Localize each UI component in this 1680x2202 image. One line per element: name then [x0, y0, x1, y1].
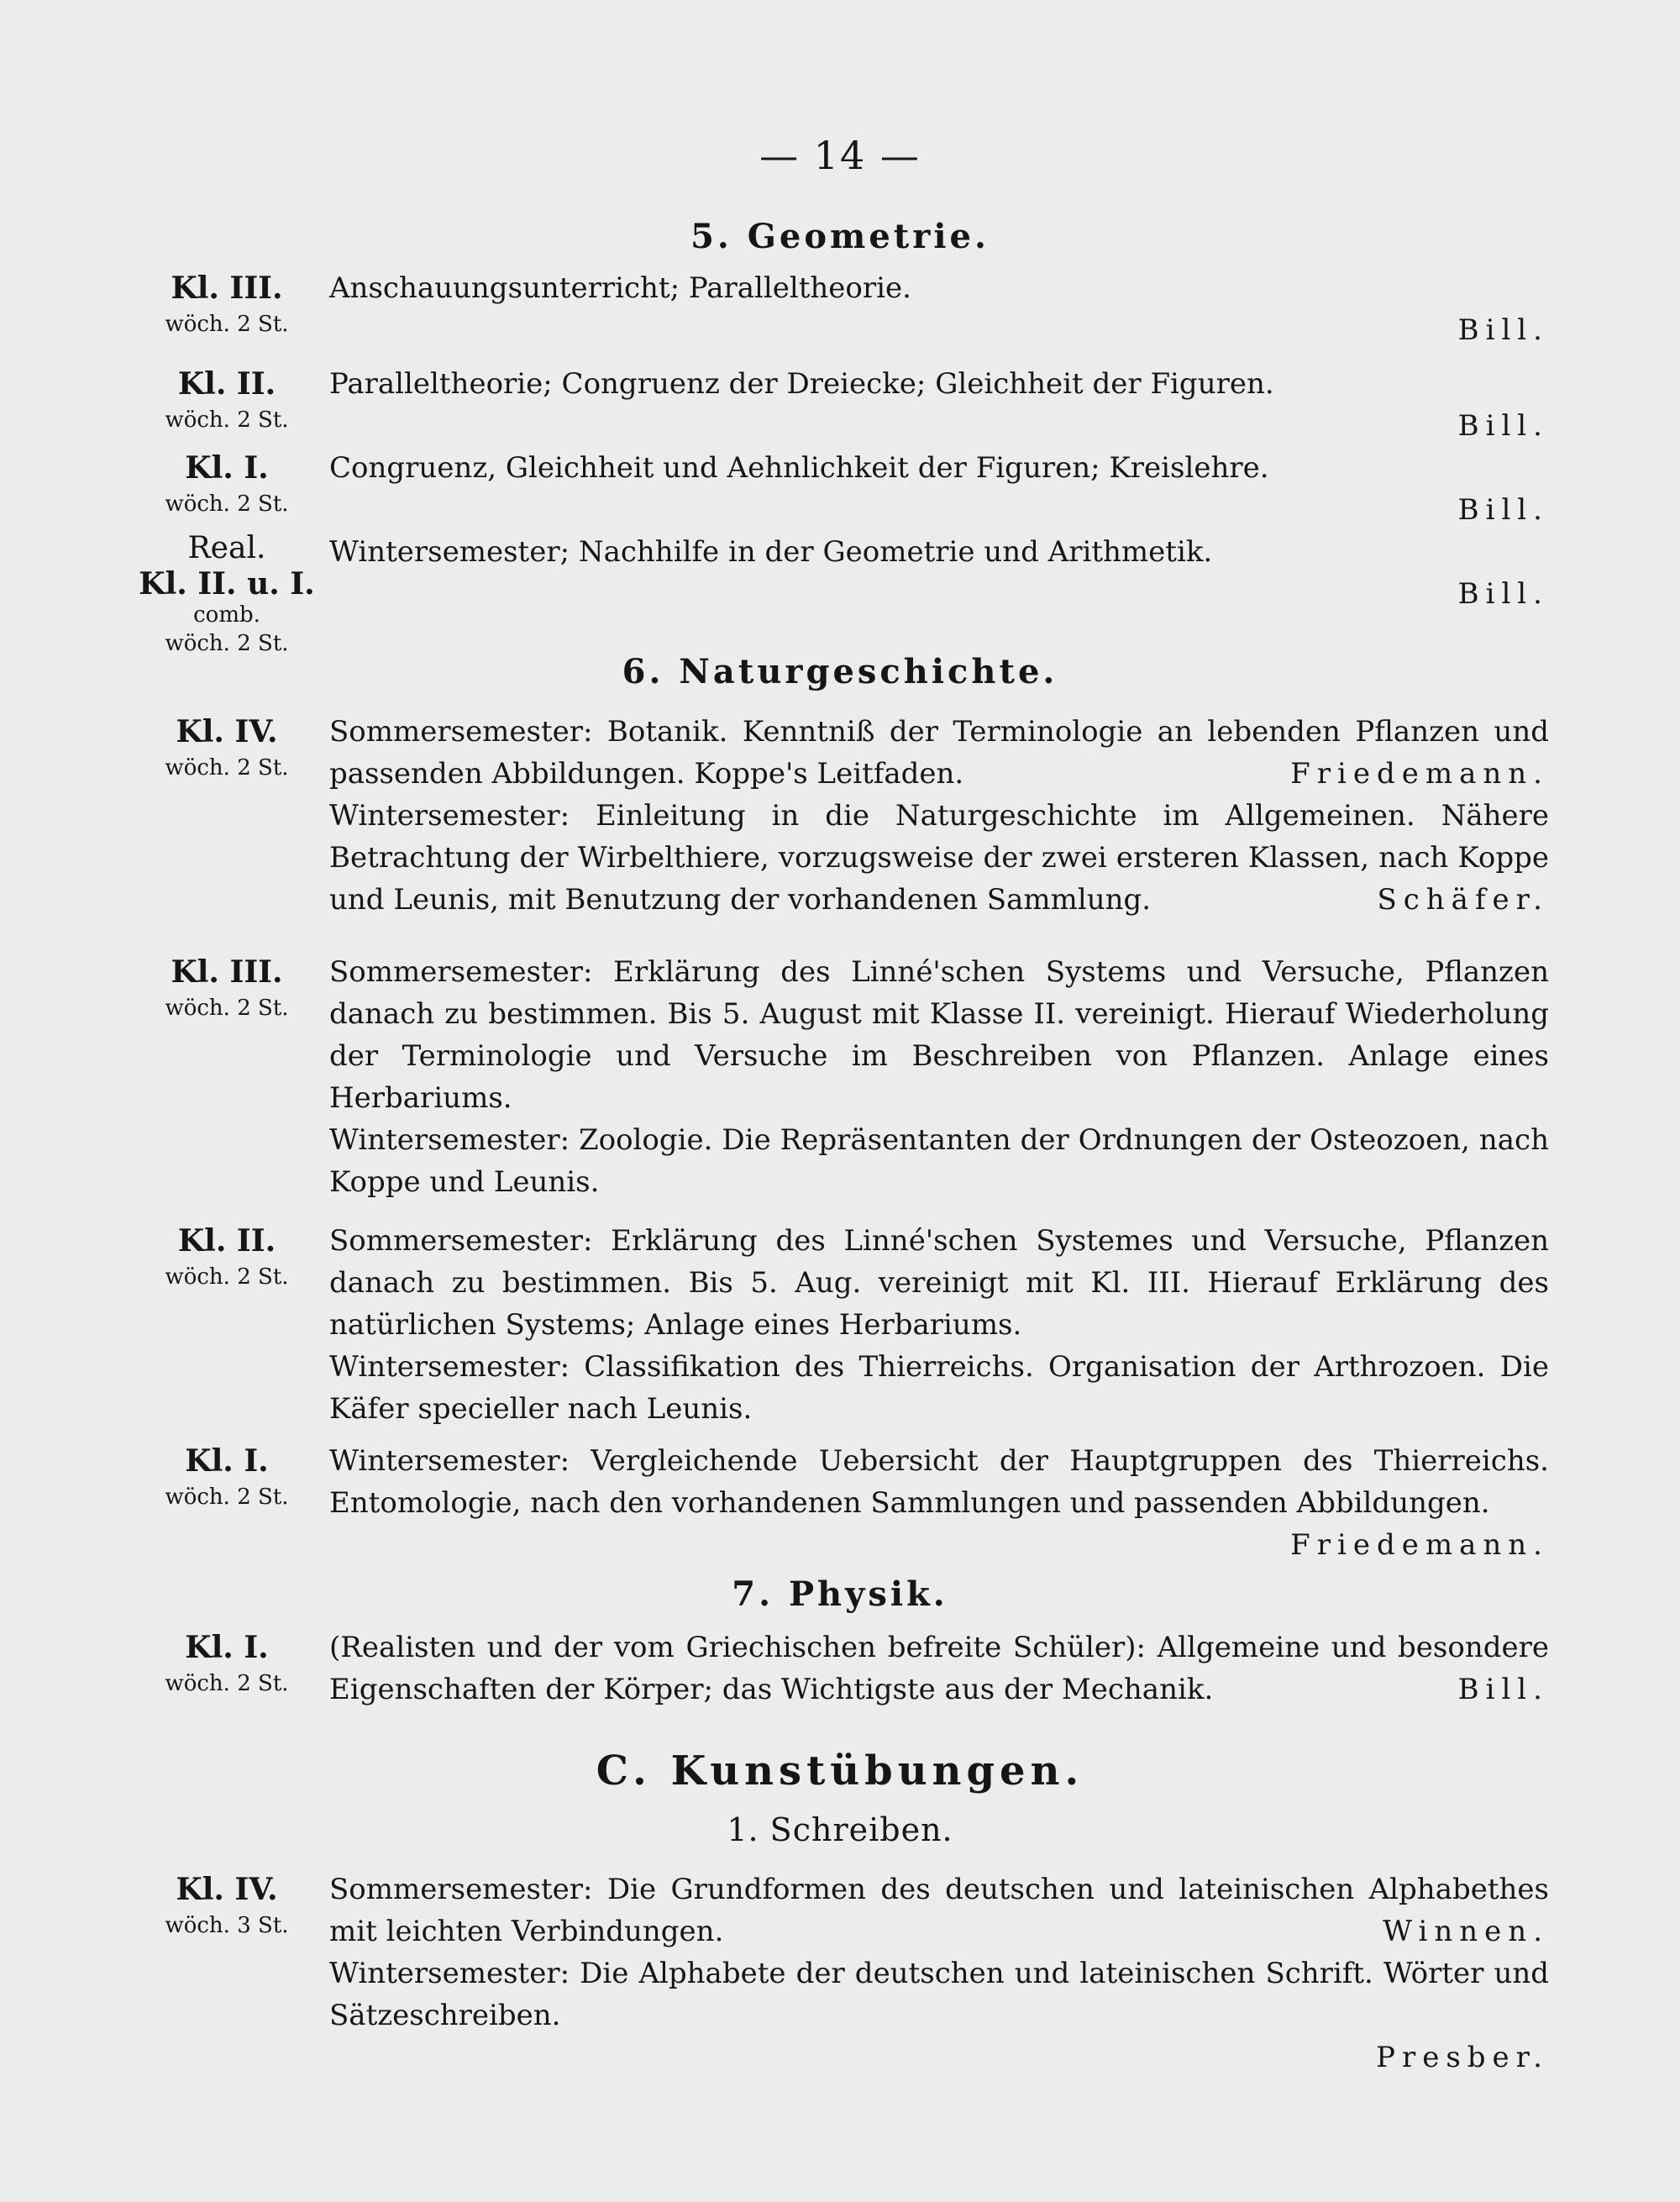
class-name: Kl. I.	[185, 450, 269, 486]
subsection-heading-schreiben: 1. Schreiben.	[727, 1811, 953, 1848]
entry-body	[329, 1627, 1549, 1711]
section-heading-naturgeschichte: 6. Naturgeschichte.	[622, 652, 1058, 691]
entry-text: Anschauungsunterricht; Paralleltheorie.	[329, 271, 911, 305]
class-name-line2: Kl. II. u. I.	[139, 566, 315, 602]
entry-text: Paralleltheorie; Congruenz der Dreiecke; Gleichheit der Figuren.	[329, 367, 1274, 401]
entry-text-winter: Wintersemester: Einleitung in die Naturgeschichte im Allgemeinen. Nähere Betrachtung der Wirbelthiere, vorzugsweise der zwei ersteren Klassen, nach Koppe und Leunis, mit Benutzung der vorhandenen Sammlung. Schäfer.	[329, 795, 1549, 921]
teacher-name: Bill.	[1457, 577, 1549, 611]
weekly-hours: wöch. 2 St.	[165, 1671, 289, 1696]
entry-body	[329, 363, 1549, 447]
weekly-hours: wöch. 2 St.	[165, 1264, 289, 1290]
class-label	[126, 1220, 328, 1292]
class-label	[126, 951, 328, 1023]
weekly-hours: wöch. 2 St.	[165, 407, 289, 433]
entry-body	[329, 711, 1549, 921]
class-name: Kl. II.	[177, 366, 276, 402]
section-heading-geometrie: 5. Geometrie.	[690, 217, 990, 256]
weekly-hours: wöch. 2 St.	[165, 1485, 289, 1510]
section-heading-kunstuebungen: C. Kunstübungen.	[596, 1747, 1084, 1795]
class-label	[126, 1868, 328, 1941]
class-label	[126, 711, 328, 783]
class-name: Kl. I.	[185, 1443, 269, 1479]
class-label	[126, 363, 328, 435]
page-number: — 14 —	[759, 133, 921, 178]
entry-body	[329, 1220, 1549, 1430]
teacher-name: Bill.	[1457, 493, 1549, 527]
entry-text-winter: Wintersemester: Zoologie. Die Repräsentanten der Ordnungen der Osteozoen, nach Koppe und Leunis.	[329, 1123, 1549, 1199]
teacher-name: Bill.	[1457, 313, 1549, 347]
teacher-name: Winnen.	[1383, 1915, 1549, 1948]
weekly-hours: wöch. 2 St.	[165, 631, 289, 656]
class-label	[126, 267, 328, 339]
entry-body	[329, 531, 1549, 615]
class-name: Kl. IV.	[176, 1872, 278, 1907]
entry-body	[329, 1868, 1549, 2078]
teacher-name: Presber.	[1376, 2041, 1549, 2074]
class-name: Kl. III.	[171, 271, 283, 306]
class-name: Kl. III.	[171, 954, 283, 990]
class-label	[126, 531, 328, 659]
class-label	[126, 1627, 328, 1699]
entry-text-summer: Sommersemester: Botanik. Kenntniß der Terminologie an lebenden Pflanzen und passenden Abbildungen. Koppe's Leitfaden. Friedemann.	[329, 711, 1549, 795]
teacher-name: Bill.	[1457, 409, 1549, 443]
entry-text-summer: Sommersemester: Erklärung des Linné'schen Systemes und Versuche, Pflanzen danach zu bestimmen. Bis 5. Aug. vereinigt mit Kl. III. Hierauf Erklärung des natürlichen Systems; Anlage eines Herbariums.	[329, 1224, 1549, 1342]
class-label	[126, 447, 328, 519]
class-name: Kl. II.	[177, 1223, 276, 1259]
entry-text-winter: Wintersemester: Classifikation des Thierreichs. Organisation der Arthrozoen. Die Käfer specieller nach Leunis.	[329, 1350, 1549, 1426]
entry-text: Congruenz, Gleichheit und Aehnlichkeit der Figuren; Kreislehre.	[329, 451, 1269, 485]
class-name: Kl. IV.	[176, 714, 278, 749]
entry-body	[329, 447, 1549, 531]
entry-body	[329, 267, 1549, 351]
weekly-hours: wöch. 2 St.	[165, 491, 289, 517]
teacher-name: Bill.	[1457, 1673, 1549, 1706]
class-name: Kl. I.	[185, 1630, 269, 1665]
class-label	[126, 1440, 328, 1512]
entry-text: Wintersemester; Nachhilfe in der Geometrie und Arithmetik.	[329, 535, 1213, 569]
weekly-hours: wöch. 2 St.	[165, 996, 289, 1021]
entry-text: (Realisten und der vom Griechischen befreite Schüler): Allgemeine und besondere Eigenschaften der Körper; das Wichtigste aus der Mechanik. Bill.	[329, 1627, 1549, 1711]
entry-text-summer: Sommersemester: Die Grundformen des deutschen und lateinischen Alphabethes mit leichten Verbindungen. Winnen.	[329, 1868, 1549, 1952]
class-name-line1: Real.	[187, 531, 266, 565]
teacher-name: Friedemann.	[1290, 757, 1549, 791]
entry-text-summer: Sommersemester: Erklärung des Linné'schen Systems und Versuche, Pflanzen danach zu bestimmen. Bis 5. August mit Klasse II. vereinigt. Hierauf Wiederholung der Terminologie und Versuche im Beschreiben von Pflanzen. Anlage eines Herbariums.	[329, 955, 1549, 1115]
weekly-hours: wöch. 2 St.	[165, 755, 289, 780]
entry-body	[329, 951, 1549, 1203]
section-heading-physik: 7. Physik.	[732, 1574, 948, 1614]
entry-text-winter: Wintersemester: Die Alphabete der deutschen und lateinischen Schrift. Wörter und Sätzeschreiben.	[329, 1957, 1549, 2032]
teacher-name: Friedemann.	[1290, 1528, 1549, 1562]
weekly-hours: wöch. 2 St.	[165, 312, 289, 337]
entry-text: Wintersemester: Vergleichende Uebersicht der Hauptgruppen des Thierreichs. Entomologie, nach den vorhandenen Sammlungen und passenden Abbildungen.	[329, 1444, 1549, 1520]
entry-body	[329, 1440, 1549, 1566]
class-name-line3: comb.	[193, 602, 260, 628]
teacher-name: Schäfer.	[1377, 883, 1549, 917]
weekly-hours: wöch. 3 St.	[165, 1913, 289, 1938]
